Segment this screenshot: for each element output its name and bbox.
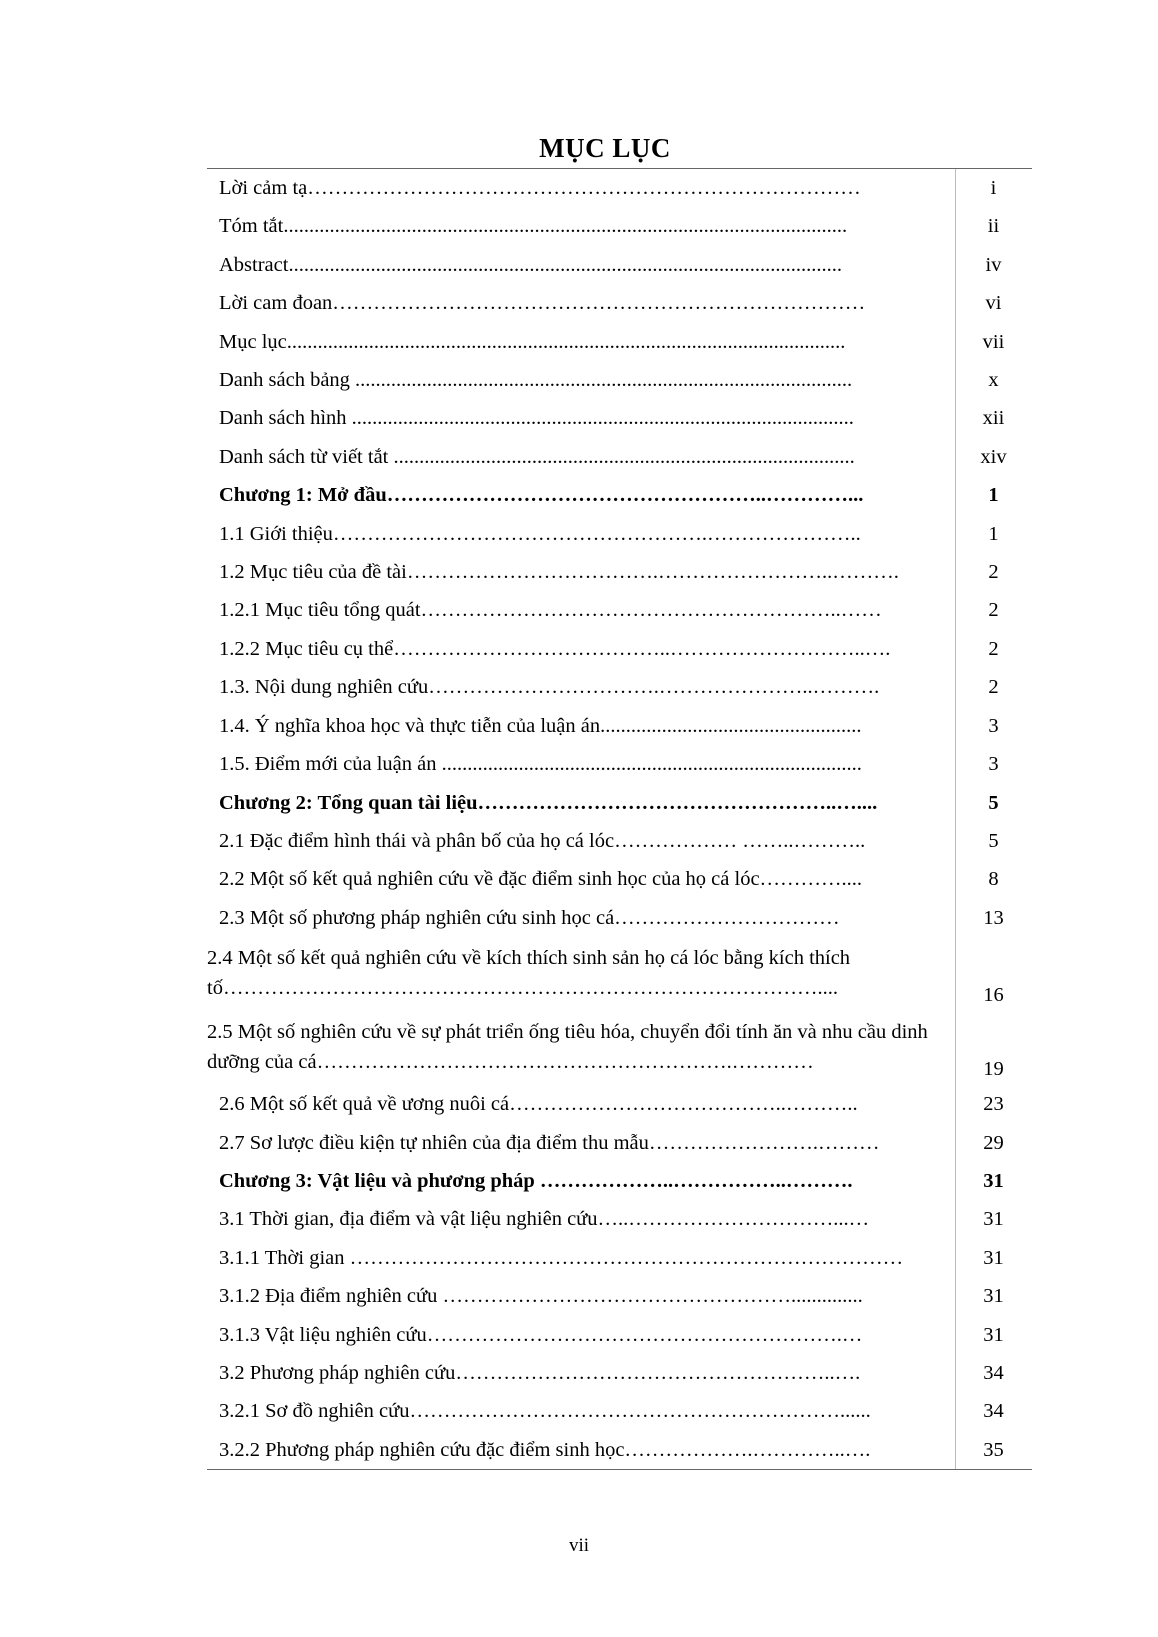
toc-entry xyxy=(207,1200,1032,1238)
toc-entry-page: 5 xyxy=(988,791,999,814)
table-of-contents xyxy=(207,168,1032,1470)
toc-entry-title: 1.5. Điểm mới của luận án .................................................................................. xyxy=(219,753,862,776)
toc-entry xyxy=(207,515,1032,553)
toc-entry-title: 3.1 Thời gian, địa điểm và vật liệu nghiên cứu…..…………………………...… xyxy=(219,1208,870,1231)
toc-entry-title: 1.2 Mục tiêu của đề tài……………………………….……………………..………. xyxy=(219,561,899,584)
toc-entry xyxy=(207,860,1032,898)
toc-entry xyxy=(207,169,1032,207)
toc-entry xyxy=(207,1124,1032,1162)
toc-entry xyxy=(207,553,1032,591)
toc-entry-page: vii xyxy=(982,330,1005,353)
toc-entry-title: 1.4. Ý nghĩa khoa học và thực tiễn của luận án................................................... xyxy=(219,714,862,737)
toc-entry xyxy=(207,323,1032,361)
toc-entry xyxy=(207,1431,1032,1469)
toc-entry-page: x xyxy=(988,369,999,392)
toc-entry-title: Abstract............................................................................................................ xyxy=(219,253,842,276)
toc-entry-page: iv xyxy=(985,253,1002,276)
toc-entry xyxy=(207,207,1032,245)
toc-entry-title: 3.1.3 Vật liệu nghiên cứu…………………………………………………….… xyxy=(219,1323,863,1346)
toc-entry xyxy=(207,899,1032,937)
toc-entry xyxy=(207,707,1032,745)
toc-entry-title: Tóm tắt.............................................................................................................. xyxy=(219,215,848,238)
toc-entry xyxy=(207,1277,1032,1315)
toc-entry-page: 23 xyxy=(983,1093,1004,1116)
toc-entry xyxy=(207,1162,1032,1200)
toc-entry-title: 3.2 Phương pháp nghiên cứu………………………………………………..…. xyxy=(219,1361,861,1384)
toc-entry xyxy=(207,399,1032,437)
toc-entry-page: 3 xyxy=(988,753,999,776)
toc-entry xyxy=(207,1011,1032,1085)
toc-entry-page: 1 xyxy=(988,522,999,545)
toc-entry xyxy=(207,630,1032,668)
toc-entry-title: 2.7 Sơ lược điều kiện tự nhiên của địa điểm thu mẫu…………………….……… xyxy=(219,1131,880,1154)
toc-entry-page: xii xyxy=(982,407,1005,430)
toc-entry xyxy=(207,668,1032,706)
toc-entry-page: 31 xyxy=(983,1285,1004,1308)
toc-entry-title: Danh sách hình .................................................................................................. xyxy=(219,407,854,430)
toc-entry-page: i xyxy=(990,177,997,199)
toc-entry-title: Lời cảm tạ……………………………………………………………………… xyxy=(219,177,861,199)
toc-entry-page: vi xyxy=(985,292,1002,315)
toc-entry-title: Danh sách bảng ................................................................................................. xyxy=(219,369,853,392)
toc-entry-title: Mục lục............................................................................................................. xyxy=(219,330,846,353)
toc-entry-title: 3.1.1 Thời gian ……………………………………………………………………… xyxy=(219,1246,904,1269)
toc-entry-page: 16 xyxy=(983,984,1004,1007)
page-number: vii xyxy=(568,1535,590,1556)
toc-entry-title: 1.3. Nội dung nghiên cứu…………………………….…………………..………. xyxy=(219,676,880,699)
toc-entry-title: 2.5 Một số nghiên cứu về sự phát triển ống tiêu hóa, chuyển đổi tính ăn và nhu cầu dinh dưỡng của cá…………………………………………………….………… xyxy=(207,1021,928,1074)
toc-entry xyxy=(207,745,1032,783)
toc-entry xyxy=(207,1316,1032,1354)
toc-entry xyxy=(207,784,1032,822)
toc-entry-page: 34 xyxy=(983,1361,1004,1384)
toc-entry-title: 2.6 Một số kết quả về ương nuôi cá…………………………………..……….. xyxy=(219,1093,858,1116)
toc-entry-page: 31 xyxy=(983,1323,1004,1346)
toc-entry-page: 3 xyxy=(988,714,999,737)
toc-entry-page: 8 xyxy=(988,868,999,891)
toc-entry-title: 1.2.1 Mục tiêu tổng quát……………………………………………………..…… xyxy=(219,599,882,622)
toc-entry xyxy=(207,822,1032,860)
toc-entry-title: 2.3 Một số phương pháp nghiên cứu sinh học cá…………………………… xyxy=(219,906,840,929)
toc-entry-page: 31 xyxy=(983,1246,1004,1269)
toc-entry-page: 2 xyxy=(988,561,999,584)
toc-entry-page: 1 xyxy=(988,484,999,507)
toc-entry-title: 2.2 Một số kết quả nghiên cứu về đặc điểm sinh học của họ cá lóc………….... xyxy=(219,868,863,891)
toc-entry xyxy=(207,1085,1032,1123)
toc-entry xyxy=(207,361,1032,399)
toc-entry-page: 29 xyxy=(983,1131,1004,1154)
toc-entry-title: 1.1 Giới thiệu……………………………………………….………………….. xyxy=(219,522,861,545)
toc-entry-title: 3.1.2 Địa điểm nghiên cứu …………………………………………….............. xyxy=(219,1285,863,1308)
toc-entry-page: 31 xyxy=(983,1169,1004,1192)
toc-entry-title: 3.2.2 Phương pháp nghiên cứu đặc điểm sinh học……………….…………..…. xyxy=(219,1438,871,1461)
toc-entry-title: Chương 3: Vật liệu và phương pháp ………………..……………..………. xyxy=(219,1169,853,1192)
toc-entry-page: 2 xyxy=(988,676,999,699)
toc-entry-title: 2.1 Đặc điểm hình thái và phân bố của họ cá lóc……………… ……..……….. xyxy=(219,829,866,852)
toc-entry-title: Lời cam đoan…………………………………………………………………… xyxy=(219,292,866,315)
toc-entry xyxy=(207,246,1032,284)
toc-entry xyxy=(207,284,1032,322)
toc-entry xyxy=(207,476,1032,514)
toc-entry-page: 13 xyxy=(983,906,1004,929)
toc-entry-page: ii xyxy=(987,215,1000,238)
toc-entry-title: Danh sách từ viết tắt .......................................................................................... xyxy=(219,445,855,468)
toc-entry-page: 2 xyxy=(988,599,999,622)
toc-entry xyxy=(207,1239,1032,1277)
toc-entry-title: 1.2.2 Mục tiêu cụ thể…………………………………..………………………..…. xyxy=(219,637,891,660)
toc-entry-title: 3.2.1 Sơ đồ nghiên cứu………………………………………………………...... xyxy=(219,1400,871,1423)
toc-entry-page: 19 xyxy=(983,1058,1004,1081)
toc-entry-title: Chương 2: Tổng quan tài liệu……………………………………………..….... xyxy=(219,791,878,814)
toc-entry xyxy=(207,591,1032,629)
toc-entry xyxy=(207,937,1032,1011)
toc-entry-title: 2.4 Một số kết quả nghiên cứu về kích thích sinh sản họ cá lóc bằng kích thích tố…………………………………………………………………………….... xyxy=(207,947,851,1000)
toc-entry-page: 31 xyxy=(983,1208,1004,1231)
toc-entry xyxy=(207,1354,1032,1392)
toc-entry-page: 35 xyxy=(983,1438,1004,1461)
toc-entry-page: 34 xyxy=(983,1400,1004,1423)
toc-entry-page: xiv xyxy=(980,445,1007,468)
toc-entry-page: 5 xyxy=(988,829,999,852)
page-title: MỤC LỤC xyxy=(539,133,671,163)
toc-entry-title: Chương 1: Mở đầu………………………………………………..…………... xyxy=(219,484,864,507)
toc-entry xyxy=(207,438,1032,476)
toc-entry xyxy=(207,1392,1032,1430)
toc-entry-page: 2 xyxy=(988,637,999,660)
